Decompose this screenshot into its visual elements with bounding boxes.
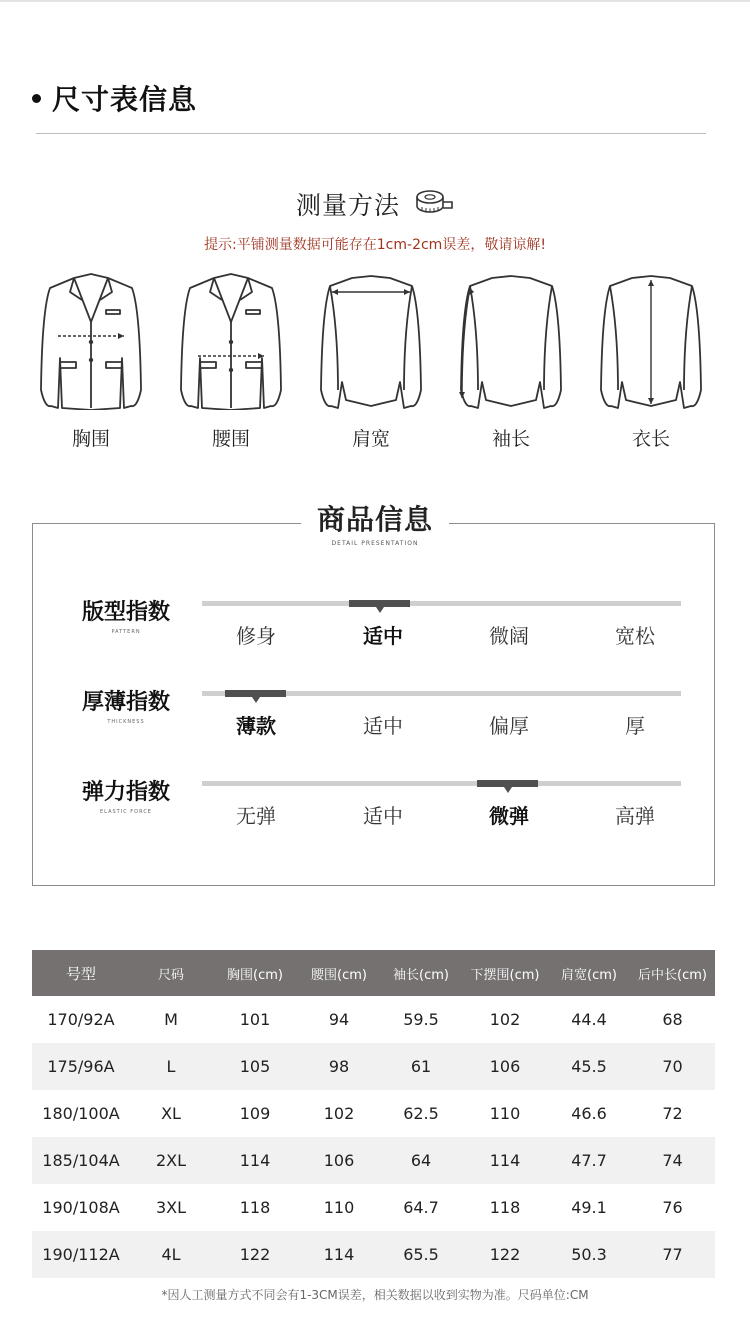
tape-measure-icon	[414, 187, 454, 221]
bullet-dot	[32, 94, 41, 103]
table-cell: 70	[630, 1043, 715, 1090]
table-row	[32, 1137, 715, 1184]
table-cell: 49.1	[571, 1198, 607, 1217]
jacket-shoulder-icon	[316, 270, 426, 410]
table-cell: XL	[161, 1104, 181, 1123]
table-cell: 62.5	[403, 1104, 439, 1123]
product-info-title: 商品信息	[316, 503, 433, 536]
index-row-elastic	[32, 778, 715, 848]
jacket-length-icon	[596, 270, 706, 410]
table-cell: L	[130, 1043, 212, 1090]
index-label-text: 版型指数	[81, 600, 170, 625]
table-cell: 46.6	[571, 1104, 607, 1123]
measure-item-chest	[26, 270, 156, 451]
table-cell: 94	[328, 1010, 350, 1029]
table-cell: 65.5	[380, 1231, 462, 1278]
product-info-heading	[0, 500, 750, 548]
table-cell: 175/96A	[32, 1043, 130, 1090]
table-cell: 122	[462, 1231, 548, 1278]
measurement-diagrams	[20, 270, 730, 460]
index-option: 微阔	[489, 624, 529, 648]
table-row	[32, 996, 715, 1043]
table-cell: 114	[298, 1231, 380, 1278]
index-scale-marker	[225, 690, 286, 697]
col-header: 号型	[32, 950, 130, 996]
index-option: 宽松	[615, 624, 655, 648]
index-label	[66, 598, 186, 636]
index-option: 高弹	[615, 804, 655, 828]
index-option: 偏厚	[489, 714, 529, 738]
index-scale-bar	[202, 781, 681, 786]
index-option-selected: 适中	[363, 624, 403, 648]
table-row	[32, 1231, 715, 1278]
index-label-text: 厚薄指数	[81, 690, 170, 715]
measure-item-length	[586, 270, 716, 451]
table-cell: 50.3	[548, 1231, 630, 1278]
table-cell: 72	[662, 1104, 683, 1123]
index-option: 修身	[236, 624, 276, 648]
measure-label: 袖长	[491, 428, 530, 450]
index-option: 适中	[363, 804, 403, 828]
table-cell: 118	[239, 1198, 271, 1217]
table-cell: 2XL	[130, 1137, 212, 1184]
section-title	[32, 78, 197, 118]
table-cell: 180/100A	[42, 1104, 120, 1123]
table-cell: 118	[489, 1198, 521, 1217]
table-cell: 47.7	[548, 1137, 630, 1184]
col-header: 袖长(cm)	[380, 950, 462, 996]
table-cell: 109	[239, 1104, 271, 1123]
index-label-text: 弹力指数	[81, 780, 170, 805]
top-divider	[0, 0, 750, 2]
col-header: 下摆围(cm)	[462, 950, 548, 996]
product-info-subtitle: DETAIL PRESENTATION	[331, 540, 419, 547]
index-label	[66, 688, 186, 726]
jacket-chest-icon	[36, 270, 146, 410]
table-cell: 190/108A	[42, 1198, 120, 1217]
measure-label: 腰围	[211, 428, 250, 450]
index-row-pattern	[32, 598, 715, 668]
table-cell: 110	[323, 1198, 355, 1217]
measure-label: 衣长	[631, 428, 670, 450]
index-label-sub: PATTERN	[111, 629, 141, 635]
col-header: 肩宽(cm)	[548, 950, 630, 996]
table-cell: 105	[212, 1043, 298, 1090]
measure-title: 测量方法	[295, 191, 400, 220]
table-cell: 64.7	[403, 1198, 439, 1217]
index-option: 厚	[625, 714, 645, 738]
index-scale-marker	[349, 600, 410, 607]
index-label-sub: ELASTIC FORCE	[100, 809, 152, 815]
measure-label: 肩宽	[351, 428, 390, 450]
measure-label: 胸围	[71, 428, 110, 450]
measure-note: 提示:平铺测量数据可能存在1cm-2cm误差，敬请谅解!	[204, 237, 546, 253]
table-cell: 59.5	[403, 1010, 439, 1029]
col-header: 腰围(cm)	[298, 950, 380, 996]
table-cell: 190/112A	[32, 1231, 130, 1278]
measure-heading	[0, 186, 750, 222]
section-title-text: 尺寸表信息	[52, 83, 198, 116]
index-label-sub: THICKNESS	[107, 719, 145, 725]
index-scale-marker	[477, 780, 538, 787]
table-cell: 122	[212, 1231, 298, 1278]
index-label	[66, 778, 186, 816]
measure-item-sleeve	[446, 270, 576, 451]
table-cell: 102	[323, 1104, 355, 1123]
table-cell: 77	[630, 1231, 715, 1278]
size-table	[32, 950, 715, 1278]
table-cell: 114	[462, 1137, 548, 1184]
col-header: 尺码	[130, 950, 212, 996]
table-cell: 74	[630, 1137, 715, 1184]
table-cell: 4L	[130, 1231, 212, 1278]
measure-item-waist	[166, 270, 296, 451]
table-cell: 68	[662, 1010, 683, 1029]
table-cell: 185/104A	[32, 1137, 130, 1184]
table-cell: 114	[212, 1137, 298, 1184]
table-cell: 76	[662, 1198, 683, 1217]
footnote: *因人工测量方式不同会有1-3CM误差，相关数据以收到实物为准。尺码单位:CM	[161, 1288, 589, 1302]
jacket-sleeve-icon	[456, 270, 566, 410]
table-cell: 106	[462, 1043, 548, 1090]
title-divider	[36, 133, 706, 134]
table-cell: 170/92A	[47, 1010, 115, 1029]
size-table-header	[32, 950, 715, 996]
table-cell: 3XL	[155, 1198, 187, 1217]
measure-item-shoulder	[306, 270, 436, 451]
table-cell: 61	[380, 1043, 462, 1090]
index-option-selected: 薄款	[236, 714, 276, 738]
index-option-selected: 微弹	[489, 804, 529, 828]
table-cell: 44.4	[571, 1010, 607, 1029]
table-cell: 110	[489, 1104, 521, 1123]
index-row-thickness	[32, 688, 715, 758]
jacket-waist-icon	[176, 270, 286, 410]
index-option: 无弹	[236, 804, 276, 828]
table-cell: 64	[380, 1137, 462, 1184]
index-option: 适中	[363, 714, 403, 738]
table-row	[32, 1184, 715, 1231]
table-row	[32, 1043, 715, 1090]
table-cell: 102	[489, 1010, 521, 1029]
col-header: 后中长(cm)	[630, 950, 715, 996]
table-cell: 101	[239, 1010, 271, 1029]
table-row	[32, 1090, 715, 1137]
table-cell: 45.5	[548, 1043, 630, 1090]
col-header: 胸围(cm)	[212, 950, 298, 996]
index-scale-bar	[202, 601, 681, 606]
table-cell: M	[164, 1010, 178, 1029]
table-cell: 106	[298, 1137, 380, 1184]
table-cell: 98	[298, 1043, 380, 1090]
